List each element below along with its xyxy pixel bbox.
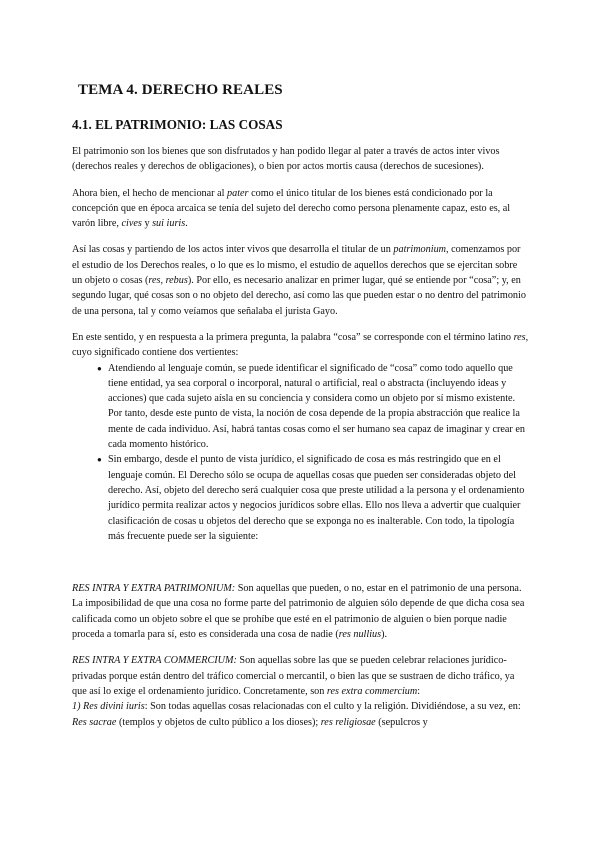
- text-run: Así las cosas y partiendo de los actos inter vivos que desarrolla el titular de un: [72, 244, 394, 256]
- spacer: [72, 555, 530, 581]
- paragraph-derechos-reales: [72, 242, 530, 318]
- text-run: Son aquellas sobre las que se pueden celebrar relaciones jurídico-privadas porque están dentro del tráfico comercial o mercantil, o bien las que se sustraen de dicho tráfico, ya que así lo exige el ordenamiento jurídico. Concretamente, son: [72, 655, 515, 697]
- text-run: Ahora bien, el hecho de mencionar al: [72, 187, 228, 199]
- italic-term: patrimonium: [393, 244, 447, 256]
- text-run: y: [141, 218, 153, 230]
- italic-term: res extra commercium: [326, 685, 418, 697]
- text-run: (templos y objetos de culto público a los dioses);: [116, 716, 321, 728]
- text-run: ).: [381, 629, 388, 641]
- list-item: [97, 452, 530, 544]
- paragraph-cosa: [72, 330, 530, 361]
- text-run: ). Por ello, es necesario analizar en primer lugar, qué se entiende por “cosa”; y, en segundo lugar, qué cosas son o no objeto del derecho, así como las que pueden estar o no dentro del patrimonio de una persona, tal y como veíamos que señalaba el jurista Gayo.: [72, 275, 526, 317]
- text-run: (sepulcros y: [375, 716, 428, 728]
- text-run: Son aquellas que pueden, o no, estar en el patrimonio de una persona. La imposibilidad de que una cosa no forme parte del patrimonio de alguien sólo depende de que dicha cosa sea calificada como un objeto sobre el que se prohíbe que esté en el patrimonio de alguien o bien porque nadie proceda a tomarla para sí, esto es considerada una cosa de nadie (: [72, 583, 525, 641]
- paragraph-pater: [72, 186, 530, 232]
- text-run: como el único titular de los bienes está condicionado por la concepción que en época arcaica se tenía del sujeto del derecho como persona plenamente capaz, esto es, al varón libre,: [72, 187, 511, 230]
- italic-term: res nullius: [338, 629, 382, 641]
- list-item-text: Sin embargo, desde el punto de vista jurídico, el significado de cosa es más restringido que en el lenguaje común. El Derecho sólo se ocupa de aquellas cosas que pueden ser consideradas objeto del derecho. Así, objeto del derecho será cualquier cosa que preste utilidad a la persona y el ordenamiento jurídico permita realizar actos y negocios jurídicos sobre ellas. Ello nos lleva a advertir que cualquier clasificación de cosas u objetos del derecho que se exponga no es inalterable. Con todo, la tipología más frecuente puede ser la siguiente:: [108, 454, 525, 542]
- italic-heading: RES INTRA Y EXTRA COMMERCIUM:: [72, 655, 237, 667]
- italic-term: res: [513, 331, 526, 343]
- text-run: , cuyo significado contiene dos vertientes:: [72, 331, 529, 359]
- italic-heading: RES INTRA Y EXTRA PATRIMONIUM:: [72, 583, 236, 595]
- italic-term: sui iuris: [152, 218, 186, 230]
- paragraph-res-patrimonium: [72, 581, 530, 642]
- text-run: , comenzamos por el estudio de los Derechos reales, o lo que es lo mismo, el estudio de aquellos derechos que se ejercitan sobre un objeto o cosas (: [72, 244, 521, 287]
- list-item-text: Atendiendo al lenguaje común, se puede identificar el significado de “cosa” como todo aquello que tiene entidad, ya sea corporal o incorporal, natural o artificial, real o abstracta (incluyendo ideas y acciones) que cada sujeto aísla en su conciencia y considera como un objeto por sí mismo existente. Por tanto, desde este punto de vista, la noción de cosa depende de la propia abstracción que realice la mente de cada individuo. Así, habrá tantas cosas como el ser humano sea capaz de imaginar y crear en cada momento histórico.: [108, 362, 525, 451]
- text-run: :: [417, 685, 421, 697]
- section-title: 4.1. EL PATRIMONIO: LAS COSAS: [72, 117, 283, 132]
- paragraph-patrimonio: El patrimonio son los bienes que son disfrutados y han podido llegar al pater a través de actos inter vivos (derechos reales y derechos de obligaciones), o bien por actos mortis causa (derechos de sucesiones).: [72, 146, 500, 173]
- bullet-list: [72, 361, 530, 545]
- document-body: [72, 144, 530, 741]
- paragraph-res-divini-iuris: [72, 699, 530, 730]
- italic-term: cives: [121, 218, 142, 230]
- italic-term: res, rebus: [148, 275, 188, 287]
- text-run: : Son todas aquellas cosas relacionadas con el culto y la religión. Dividiéndose, a su vez, en:: [144, 701, 521, 713]
- text-run: En este sentido, y en respuesta a la primera pregunta, la palabra “cosa” se corresponde con el término latino: [72, 331, 514, 343]
- italic-heading: 1) Res divini iuris: [72, 701, 145, 713]
- bullet-icon: ●: [97, 363, 102, 373]
- text-run: .: [185, 218, 188, 230]
- bullet-icon: ●: [97, 455, 102, 465]
- list-item: [97, 361, 530, 453]
- italic-term: pater: [227, 187, 249, 199]
- paragraph-res-commercium: [72, 653, 530, 699]
- italic-term: Res sacrae: [72, 716, 117, 728]
- italic-term: res religiosae: [320, 716, 376, 728]
- document-title: TEMA 4. DERECHO REALES: [78, 82, 283, 98]
